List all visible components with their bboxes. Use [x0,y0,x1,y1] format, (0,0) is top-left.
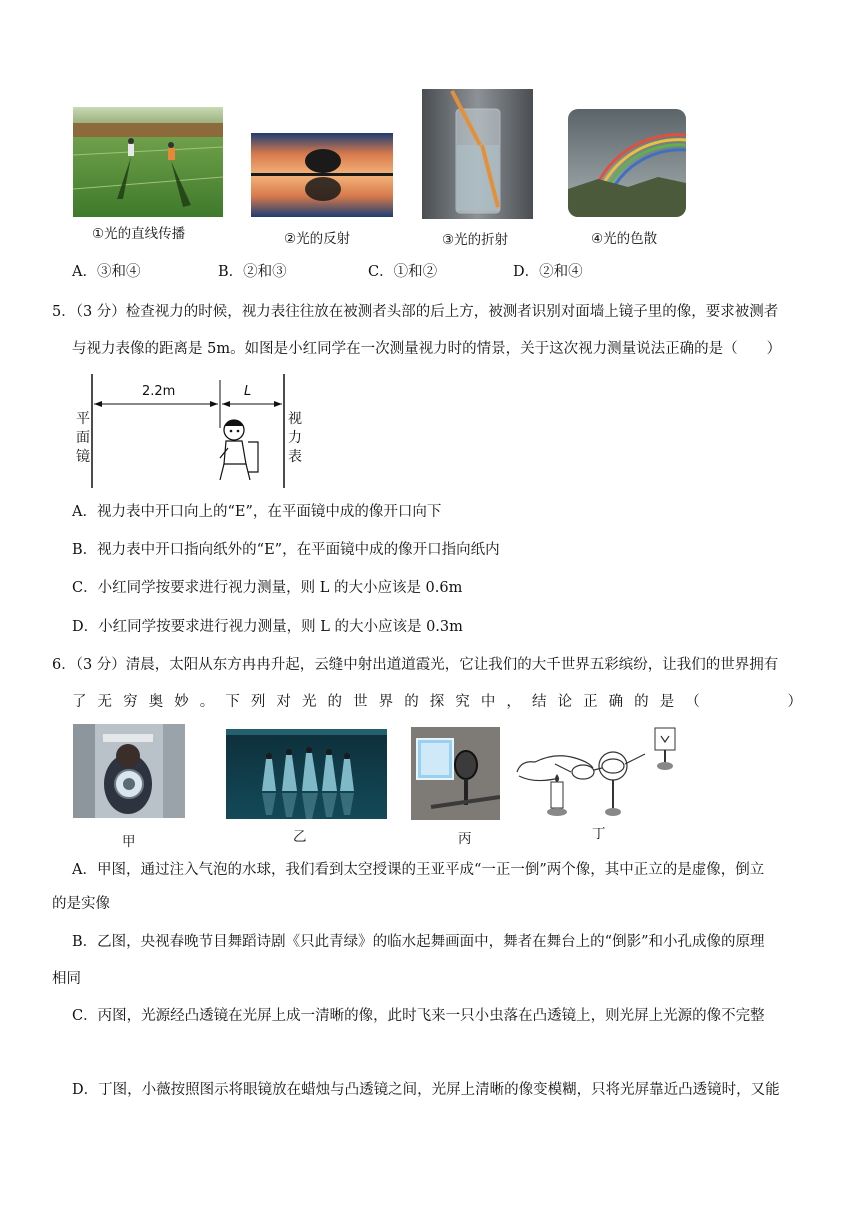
mirror-label-3: 镜 [76,449,90,465]
option-b[interactable]: B．②和③ [218,264,287,280]
photo-dispersion [568,109,686,217]
option-c[interactable]: C．小红同学按要求进行视力测量，则 L 的大小应该是 0.6m [72,580,463,596]
fig-label-bing: 丙 [458,831,472,847]
option-d[interactable]: D．小红同学按要求进行视力测量，则 L 的大小应该是 0.3m [72,619,463,635]
diagram-glasses-candle [515,724,695,824]
chart-label-2: 力 [288,430,302,446]
caption-reflection: ②光的反射 [284,231,351,247]
question-5-stem: 5．（3 分）检查视力的时候，视力表往往放在被测者头部的后上方，被测者识别对面墙上镜子里的像，要求被测者 [52,304,779,320]
option-b-cont: 相同 [52,971,81,987]
option-d[interactable]: D．丁图，小薇按照图示将眼镜放在蜡烛与凸透镜之间，光屏上清晰的像变模糊，只将光屏靠近凸透镜时，又能 [72,1082,780,1098]
question-6-stem-cont: 了无穷奥妙。下列对光的世界的探究中，结论正确的是（ ） [72,694,802,710]
eye-test-diagram [74,372,314,492]
option-a[interactable]: A．视力表中开口向上的“E”，在平面镜中成的像开口向下 [72,504,442,520]
photo-water-ball [73,724,185,818]
option-a-cont: 的是实像 [52,896,110,912]
option-d[interactable]: D．②和④ [513,264,583,280]
distance-label: 2.2m [142,384,176,399]
option-c[interactable]: C．①和② [368,264,438,280]
caption-dispersion: ④光的色散 [591,231,658,247]
option-c[interactable]: C．丙图，光源经凸透镜在光屏上成一清晰的像，此时飞来一只小虫落在凸透镜上，则光屏上光源的像不完整 [72,1008,765,1024]
chart-label-3: 表 [288,449,302,465]
caption-straight-propagation: ①光的直线传播 [92,226,186,242]
option-b[interactable]: B．视力表中开口指向纸外的“E”，在平面镜中成的像开口指向纸内 [72,542,500,558]
question-6-stem: 6．（3 分）清晨，太阳从东方冉冉升起，云缝中射出道道霞光，它让我们的大千世界五彩缤纷，让我们的世界拥有 [52,657,779,673]
photo-refraction [422,89,533,219]
photo-convex-lens [411,727,500,820]
chart-label-1: 视 [288,411,302,427]
mirror-label-1: 平 [76,411,90,427]
fig-label-jia: 甲 [122,834,136,850]
option-a[interactable]: A．甲图，通过注入气泡的水球，我们看到太空授课的王亚平成“一正一倒”两个像，其中正立的是虚像，倒立 [72,862,765,878]
photo-dance [226,729,387,819]
option-b[interactable]: B．乙图，央视春晚节目舞蹈诗剧《只此青绿》的临水起舞画面中，舞者在舞台上的“倒影”和小孔成像的原理 [72,934,765,950]
fig-label-ding: 丁 [592,826,606,842]
question-5-stem-cont: 与视力表像的距离是 5m。如图是小红同学在一次测量视力时的情景，关于这次视力测量说法正确的是（ ） [72,341,782,357]
photo-reflection [251,133,393,217]
mirror-label-2: 面 [76,430,90,446]
option-a[interactable]: A．③和④ [72,264,141,280]
photo-straight-propagation [73,107,223,217]
l-label: L [244,384,252,399]
fig-label-yi: 乙 [293,829,307,845]
caption-refraction: ③光的折射 [442,232,509,248]
